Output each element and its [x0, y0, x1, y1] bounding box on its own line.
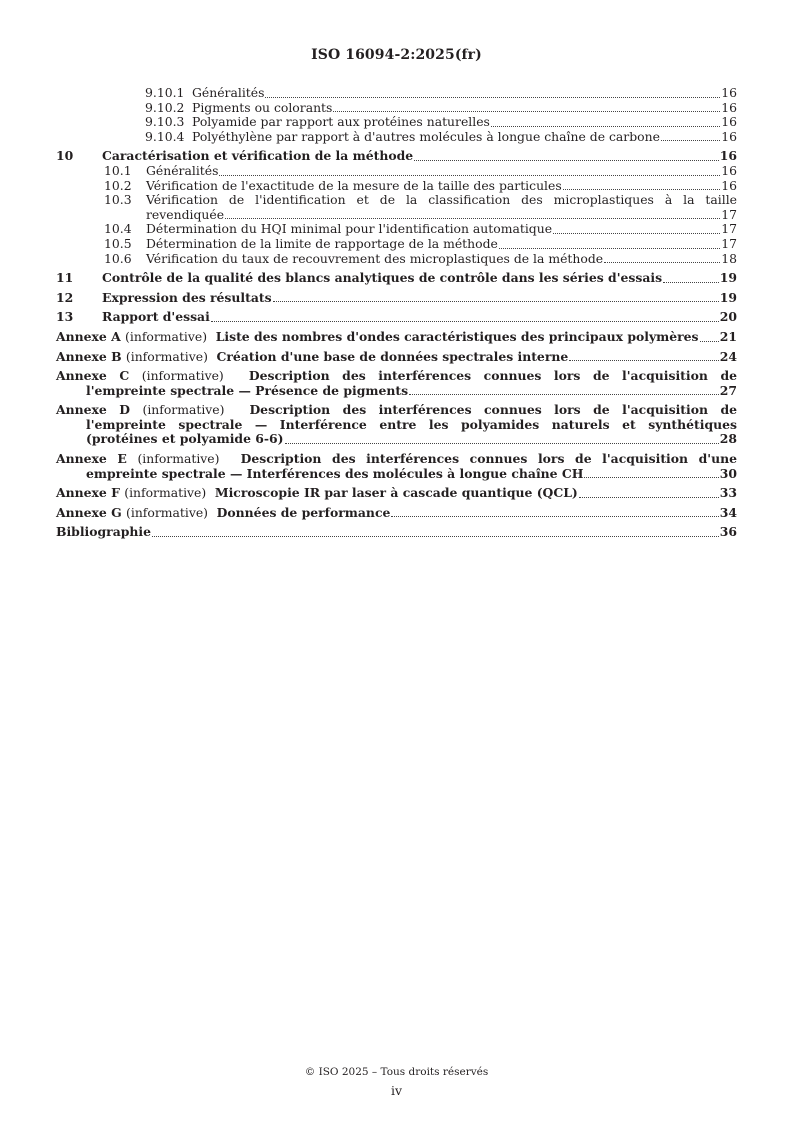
toc-page: 16 [721, 128, 737, 144]
toc-title: Création d'une base de données spectrales interne [216, 348, 569, 364]
toc-page: 16 [721, 114, 737, 130]
toc-page: 24 [719, 348, 737, 364]
dot-leader [569, 360, 719, 361]
document-id-header: ISO 16094-2:2025(fr) [311, 47, 482, 63]
dot-leader [225, 218, 720, 219]
annex-kind: (informative) [124, 485, 207, 501]
copyright-footer: © ISO 2025 – Tous droits réservés [304, 1066, 489, 1078]
annex-label: Annexe B [56, 348, 122, 364]
dot-leader [563, 189, 721, 190]
annex-label: Annexe C [56, 368, 130, 384]
toc-page: 27 [719, 382, 737, 398]
toc-title: Rapport d'essai [102, 309, 210, 325]
toc-title-line-1: Description des interférences connues lors de l'acquisition de [248, 368, 737, 384]
toc-title-line-2: empreinte spectrale — Interférences des molécules à longue chaîne CH [86, 465, 584, 481]
toc-number: 9.10.2 [145, 99, 185, 115]
toc-entry-10[interactable] [56, 149, 737, 164]
dot-leader [265, 97, 720, 98]
toc-entry-annex-e[interactable] [56, 452, 737, 481]
toc-entry-11[interactable] [56, 271, 737, 286]
toc-entry-10-4[interactable] [56, 222, 737, 237]
toc-title: Polyéthylène par rapport à d'autres molécules à longue chaîne de carbone [192, 128, 660, 144]
toc-entry-annex-g[interactable] [56, 506, 737, 521]
toc-entry-annex-c[interactable] [56, 369, 737, 398]
toc-entry-13[interactable] [56, 310, 737, 325]
dot-leader [584, 477, 718, 478]
toc-title: Données de performance [216, 504, 391, 520]
dot-leader [219, 175, 720, 176]
toc-number: 10.3 [104, 192, 132, 208]
toc-entry-annex-a[interactable] [56, 330, 737, 345]
page-number: iv [390, 1083, 403, 1098]
dot-leader [409, 394, 719, 395]
toc-entry-10-5[interactable] [56, 237, 737, 252]
toc-title: Vérification de l'exactitude de la mesure de la taille des particules [146, 177, 562, 193]
toc-entry-10-3[interactable] [56, 193, 737, 222]
toc-title-line-3: (protéines et polyamide 6-6) [86, 431, 284, 447]
annex-kind: (informative) [141, 368, 224, 384]
annex-label: Annexe F [56, 485, 120, 501]
toc-title-line-2: l'empreinte spectrale — Présence de pigments [86, 382, 409, 398]
dot-leader [211, 321, 719, 322]
toc-page: 16 [721, 177, 737, 193]
toc-entry-bibliography[interactable] [56, 525, 737, 540]
annex-label: Annexe G [56, 504, 122, 520]
toc-title: Détermination de la limite de rapportage de la méthode [146, 235, 498, 251]
toc-title: Détermination du HQI minimal pour l'identification automatique [146, 221, 553, 237]
toc-number: 10.5 [104, 235, 132, 251]
toc-title-line-1: Description des interférences connues lors de l'acquisition de [249, 402, 737, 418]
toc-entry-10-6[interactable] [56, 252, 737, 267]
toc-entry-9-10-1[interactable] [56, 86, 737, 101]
annex-label: Annexe D [56, 402, 130, 418]
annex-label: Annexe A [56, 328, 121, 344]
dot-leader [333, 111, 720, 112]
toc-title: Pigments ou colorants [192, 99, 333, 115]
toc-number: 10.6 [104, 250, 132, 266]
toc-entry-10-1[interactable] [56, 164, 737, 179]
toc-page: 20 [719, 309, 737, 325]
dot-leader [553, 233, 720, 234]
annex-label: Annexe E [56, 451, 127, 467]
toc-number: 13 [56, 309, 74, 325]
toc-entry-10-2[interactable] [56, 179, 737, 194]
toc-page: 16 [721, 99, 737, 115]
toc-entry-annex-b[interactable] [56, 350, 737, 365]
toc-title-line-2: revendiquée [146, 206, 225, 222]
toc-entry-annex-f[interactable] [56, 486, 737, 501]
dot-leader [414, 160, 719, 161]
toc-number: 11 [56, 270, 74, 286]
toc-title-line-1: Description des interférences connues lors de l'acquisition d'une [240, 451, 737, 467]
toc-page: 21 [719, 328, 737, 344]
toc-title: Microscopie IR par laser à cascade quantique (QCL) [214, 485, 578, 501]
dot-leader [661, 140, 720, 141]
annex-kind: (informative) [137, 451, 220, 467]
toc-page: 17 [721, 235, 737, 251]
toc-entry-12[interactable] [56, 291, 737, 306]
toc-page: 17 [721, 206, 737, 222]
toc-number: 10.2 [104, 177, 132, 193]
dot-leader [663, 282, 719, 283]
toc-title: Expression des résultats [102, 289, 272, 305]
dot-leader [391, 516, 718, 517]
toc-title: Vérification du taux de recouvrement des microplastiques de la méthode [146, 250, 604, 266]
toc-number: 9.10.3 [145, 114, 185, 130]
annex-kind: (informative) [142, 402, 225, 418]
toc-page: 16 [719, 148, 737, 164]
toc-number: 9.10.1 [145, 85, 185, 100]
toc-page: 16 [721, 85, 737, 100]
dot-leader [273, 301, 719, 302]
toc-page: 34 [719, 504, 737, 520]
table-of-contents [56, 86, 737, 540]
dot-leader [285, 443, 719, 444]
toc-title: Généralités [192, 85, 265, 100]
toc-title: Bibliographie [56, 524, 152, 540]
toc-number: 9.10.4 [145, 128, 185, 144]
toc-title-line-1: Vérification de l'identification et de la classification des microplastiques à la taille [146, 192, 737, 208]
toc-page: 19 [719, 289, 737, 305]
toc-number: 10.4 [104, 221, 132, 237]
toc-page: 19 [719, 270, 737, 286]
dot-leader [579, 497, 719, 498]
dot-leader [700, 341, 719, 342]
toc-title: Polyamide par rapport aux protéines naturelles [192, 114, 490, 130]
toc-title: Liste des nombres d'ondes caractéristiques des principaux polymères [215, 328, 699, 344]
toc-title: Contrôle de la qualité des blancs analytiques de contrôle dans les séries d'essais [102, 270, 663, 286]
dot-leader [604, 262, 720, 263]
annex-kind: (informative) [125, 328, 208, 344]
dot-leader [499, 248, 720, 249]
toc-number: 10.1 [104, 162, 132, 178]
annex-kind: (informative) [125, 348, 208, 364]
dot-leader [491, 126, 720, 127]
toc-number: 12 [56, 289, 74, 305]
toc-number: 10 [56, 148, 74, 164]
toc-entry-9-10-3[interactable] [56, 115, 737, 130]
toc-page: 28 [719, 431, 737, 447]
toc-title: Généralités [146, 162, 219, 178]
toc-page: 16 [721, 162, 737, 178]
toc-page: 30 [719, 465, 737, 481]
toc-page: 17 [721, 221, 737, 237]
toc-title-line-2: l'empreinte spectrale — Interférence entre les polyamides naturels et synthétiques [86, 416, 737, 432]
annex-kind: (informative) [126, 504, 209, 520]
toc-entry-9-10-4[interactable] [56, 130, 737, 145]
toc-title: Caractérisation et vérification de la méthode [102, 148, 414, 164]
toc-page: 18 [721, 250, 737, 266]
toc-page: 33 [719, 485, 737, 501]
toc-entry-annex-d[interactable] [56, 403, 737, 447]
dot-leader [152, 536, 719, 537]
toc-page: 36 [719, 524, 737, 540]
toc-entry-9-10-2[interactable] [56, 101, 737, 116]
